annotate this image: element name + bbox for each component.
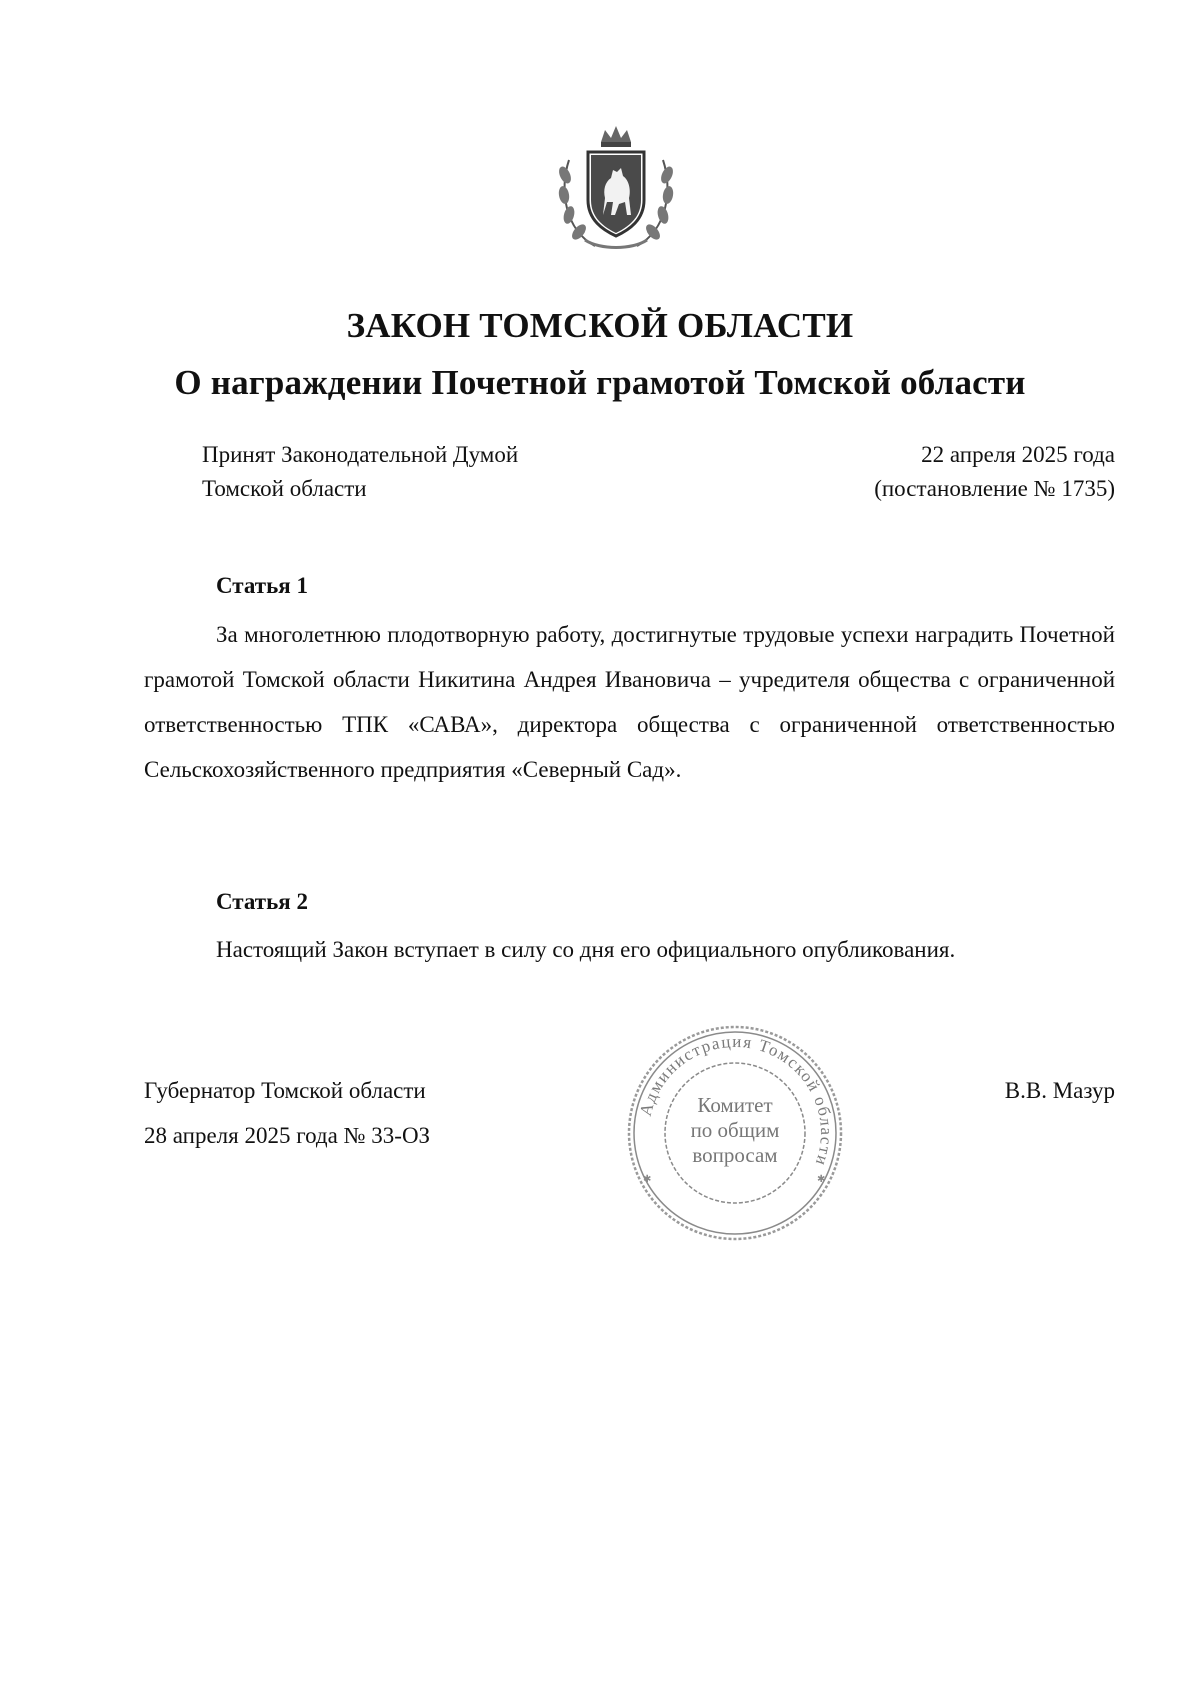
signer-name: В.В. Мазур — [1004, 1078, 1115, 1103]
stamp-center-line-1: Комитет — [697, 1093, 773, 1117]
signature-block — [144, 1068, 430, 1158]
svg-text:✱: ✱ — [643, 1174, 652, 1185]
stamp-ring-text: Администрация Томской области — [635, 1031, 837, 1170]
adoption-body — [202, 438, 518, 506]
stamp-center-line-2: по общим — [690, 1118, 780, 1142]
adoption-date-block — [820, 438, 1115, 506]
article-2-heading: Статья 2 — [216, 889, 308, 914]
law-subtitle: О награждении Почетной грамотой Томской области — [174, 363, 1026, 402]
coat-of-arms-icon — [555, 120, 677, 258]
adoption-resolution: (постановление № 1735) — [874, 476, 1115, 501]
adoption-line-1: Принят Законодательной Думой — [202, 442, 519, 467]
article-2-text: Настоящий Закон вступает в силу со дня его официального опубликования. — [216, 937, 956, 962]
stamp-center-line-3: вопросам — [692, 1143, 778, 1167]
article-1-heading: Статья 1 — [216, 573, 308, 598]
svg-text:✱: ✱ — [817, 1174, 826, 1185]
law-date-number: 28 апреля 2025 года № 33-ОЗ — [144, 1123, 431, 1148]
signer-position: Губернатор Томской области — [144, 1078, 426, 1103]
official-stamp — [625, 1022, 845, 1244]
adoption-date: 22 апреля 2025 года — [921, 442, 1115, 467]
article-1-text: За многолетнюю плодотворную работу, достигнутые трудовые успехи наградить Почетной грамотой Томской области Никитина Андрея Ивановича – учредителя общества с ограниченной ответственностью ТПК «САВА», директора общества с ограниченной ответственностью Сельскохозяйственного предприятия «Северный Сад». — [144, 622, 1115, 782]
adoption-line-2: Томской области — [202, 476, 367, 501]
law-title: ЗАКОН ТОМСКОЙ ОБЛАСТИ — [346, 306, 854, 345]
